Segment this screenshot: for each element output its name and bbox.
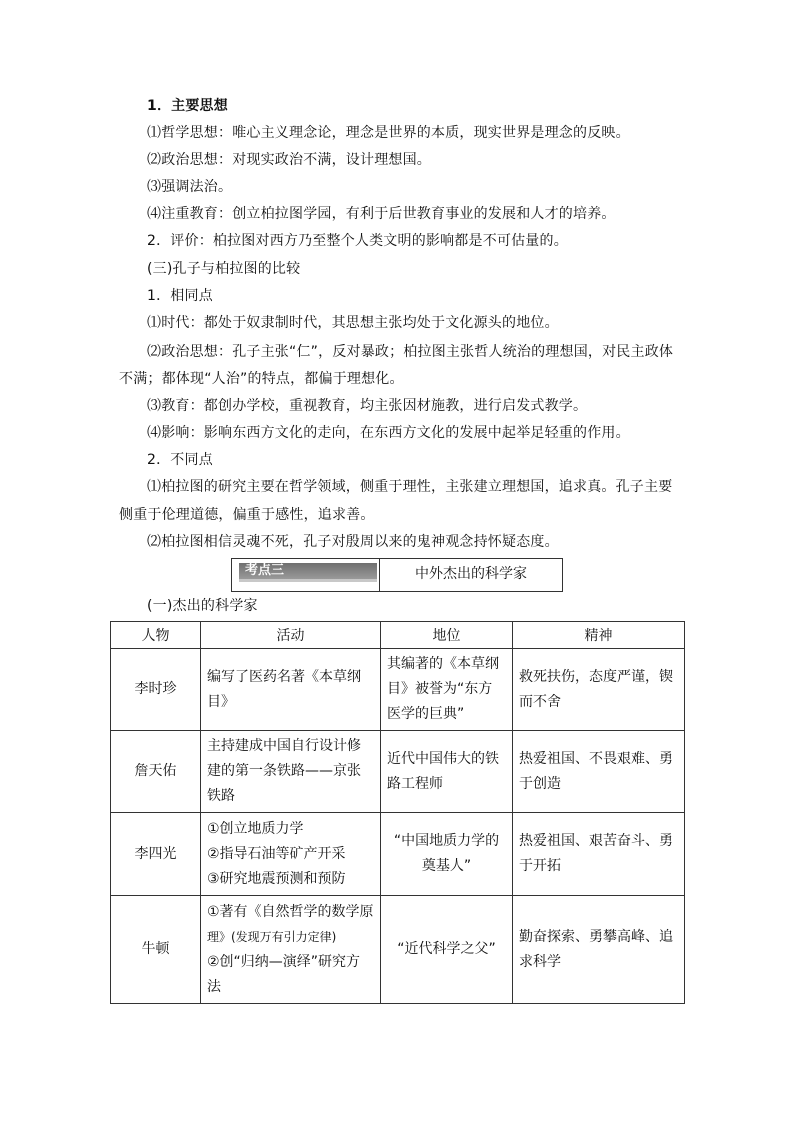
- cell-line: 目》被誉为“东方: [387, 681, 493, 697]
- kaodian-title: 中外杰出的科学家: [415, 566, 527, 582]
- cell-line: 理》(发现万有引力定律): [207, 929, 337, 944]
- kaodian-tag: 考点三: [239, 563, 377, 579]
- cell-spirit: [513, 649, 685, 731]
- cell-line: 铁路: [207, 788, 235, 804]
- header-person: 人物: [111, 622, 201, 649]
- cell-line: 医学的巨典”: [387, 706, 465, 722]
- cell-activity: [201, 731, 381, 813]
- cell-line: 主持建成中国自行设计修: [207, 738, 361, 754]
- cell-line: 救死扶伤，态度严谨，锲: [519, 668, 673, 685]
- cell-line: 而不舍: [519, 693, 561, 710]
- paragraph-education: ⑷注重教育：创立柏拉图学园，有利于后世教育事业的发展和人才的培养。: [147, 206, 616, 222]
- cell-name: 李时珍: [111, 649, 201, 731]
- paragraph-era: ⑴时代：都处于奴隶制时代，其思想主张均处于文化源头的地位。: [147, 315, 559, 331]
- cell-status: [381, 649, 513, 731]
- cell-name: 李四光: [111, 813, 201, 896]
- paragraph-influence: ⑷影响：影响东西方文化的走向，在东西方文化的发展中起举足轻重的作用。: [147, 425, 630, 441]
- cell-line: 热爱祖国、艰苦奋斗、勇: [519, 833, 673, 849]
- cell-spirit: [513, 813, 685, 896]
- paragraph-politics: ⑵政治思想：对现实政治不满，设计理想国。: [147, 152, 431, 168]
- cell-activity: [201, 649, 381, 731]
- header-activity: 活动: [201, 622, 381, 649]
- cell-line: 勤奋探索、勇攀高峰、追: [519, 928, 673, 945]
- table-row: [111, 813, 685, 896]
- cell-spirit: [513, 731, 685, 813]
- cell-line: ③研究地震预测和预防: [207, 870, 346, 887]
- cell-status: [381, 896, 513, 1004]
- cell-line: 于开拓: [519, 858, 561, 874]
- cell-line: 近代中国伟大的铁: [387, 750, 499, 767]
- cell-line: ①著有《自然哲学的数学原: [207, 903, 374, 920]
- cell-spirit: [513, 896, 685, 1004]
- table-header-row: [111, 622, 685, 649]
- cell-name: 詹天佑: [111, 731, 201, 813]
- table-row: [111, 731, 685, 813]
- kaodian-tag-shadow: [239, 579, 377, 582]
- cell-line: 热爱祖国、不畏艰难、勇: [519, 750, 673, 767]
- cell-line: “中国地质力学的: [393, 833, 500, 849]
- paragraph-difference-1-cont: 侧重于伦理道德，偏重于感性，追求善。: [119, 507, 375, 523]
- header-spirit: 精神: [513, 622, 685, 649]
- paragraph-political-thought-cont: 不满；都体现“人治”的特点，都偏于理想化。: [119, 371, 404, 387]
- cell-activity: [201, 896, 381, 1004]
- kaodian-banner: [231, 558, 563, 592]
- cell-line: ①创立地质力学: [207, 820, 304, 837]
- header-status: 地位: [381, 622, 513, 649]
- paragraph-difference-1: ⑴柏拉图的研究主要在哲学领域，侧重于理性，主张建立理想国，追求真。孔子主要: [147, 479, 673, 495]
- paragraph-difference-2: ⑵柏拉图相信灵魂不死，孔子对殷周以来的鬼神观念持怀疑态度。: [147, 534, 559, 550]
- cell-line: ②创“归纳—演绎”研究方: [207, 953, 361, 970]
- table-row: [111, 896, 685, 1004]
- heading-main-thoughts: 1．主要思想: [147, 98, 228, 114]
- cell-line: 法: [207, 978, 221, 995]
- cell-line: 路工程师: [387, 775, 443, 792]
- cell-status: [381, 731, 513, 813]
- cell-line: ②指导石油等矿产开采: [207, 845, 346, 862]
- cell-line: “近代科学之父”: [397, 941, 496, 957]
- scientists-table: [110, 621, 685, 1004]
- cell-line: 于创造: [519, 775, 561, 792]
- paragraph-rule-of-law: ⑶强调法治。: [147, 179, 233, 195]
- section-heading-comparison: (三)孔子与柏拉图的比较: [147, 261, 301, 277]
- paragraph-education-compare: ⑶教育：都创办学校，重视教育，均主张因材施教，进行启发式教学。: [147, 398, 588, 414]
- cell-line: 求科学: [519, 953, 561, 970]
- paragraph-political-thought: ⑵政治思想：孔子主张“仁”，反对暴政；柏拉图主张哲人统治的理想国，对民主政体: [147, 344, 674, 360]
- cell-line: 奠基人”: [421, 858, 472, 874]
- heading-differences: 2．不同点: [147, 452, 213, 468]
- table-row: [111, 649, 685, 731]
- cell-activity: [201, 813, 381, 896]
- cell-name: 牛顿: [111, 896, 201, 1004]
- heading-similarities: 1．相同点: [147, 288, 213, 304]
- cell-line: 编写了医药名著《本草纲目》: [207, 668, 361, 710]
- section-heading-scientists: (一)杰出的科学家: [147, 598, 258, 614]
- cell-line: 建的第一条铁路——京张: [207, 763, 361, 779]
- paragraph-evaluation: 2．评价：柏拉图对西方乃至整个人类文明的影响都是不可估量的。: [147, 233, 568, 249]
- cell-line: 其编著的《本草纲: [387, 656, 499, 672]
- cell-status: [381, 813, 513, 896]
- paragraph-philosophy: ⑴哲学思想：唯心主义理念论，理念是世界的本质，现实世界是理念的反映。: [147, 125, 630, 141]
